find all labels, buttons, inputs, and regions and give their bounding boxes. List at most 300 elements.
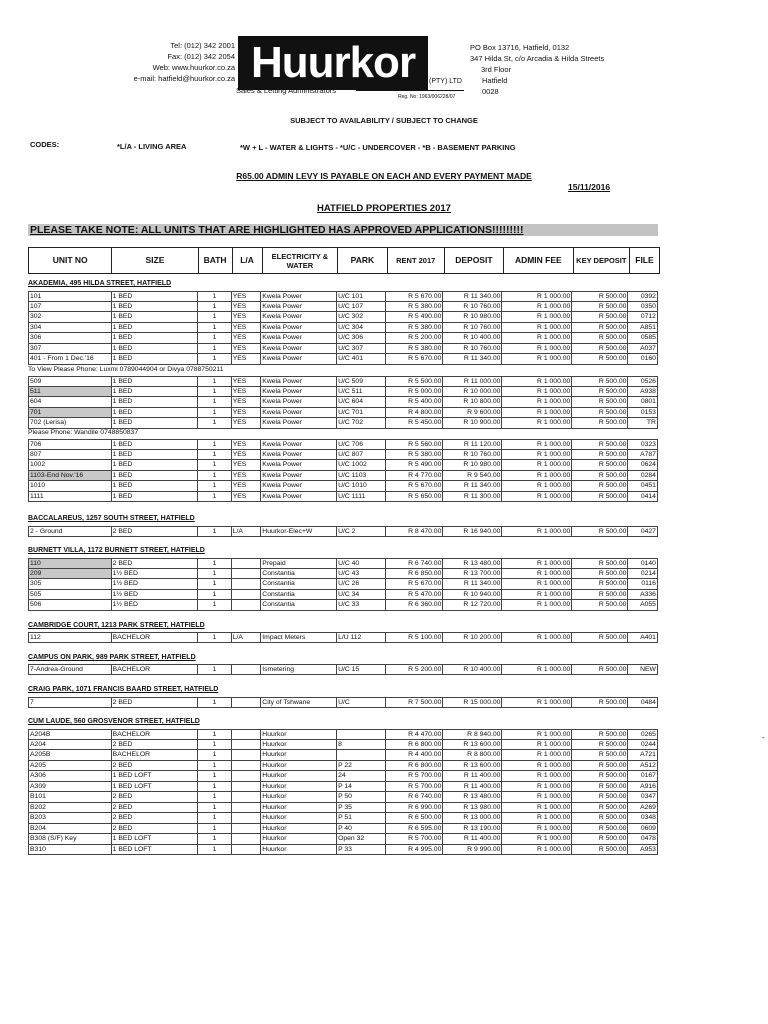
- cell-rent: R 5 400.00: [386, 397, 443, 408]
- cell-rent: R 6 500.00: [386, 813, 443, 824]
- cell-rent: R 6 990.00: [386, 803, 443, 814]
- cell-admin-fee: R 1 000.00: [502, 771, 572, 782]
- cell-rent: R 5 670.00: [386, 291, 443, 302]
- section-cambridge-court: CAMBRIDGE COURT, 1213 PARK STREET, HATFIELD: [28, 622, 205, 629]
- cell-key-deposit: R 500.00: [572, 291, 628, 302]
- cell-admin-fee: R 1 000.00: [502, 750, 572, 761]
- cell-bath: 1: [198, 729, 231, 740]
- cell-electricity-water: Huurkor: [261, 761, 337, 772]
- cell-unit-no: 107: [28, 302, 112, 313]
- cell-bath: 1: [198, 302, 231, 313]
- cell-unit-no: 1103-End Nov.'16: [28, 471, 112, 482]
- cell-size: 2 BED: [112, 824, 199, 835]
- cell-living-area: [232, 813, 262, 824]
- cell-deposit: R 10 980.00: [443, 460, 502, 471]
- cell-deposit: R 10 800.00: [443, 397, 502, 408]
- cell-key-deposit: R 500.00: [572, 471, 628, 482]
- cell-rent: R 5 200.00: [386, 664, 443, 675]
- table-row: [28, 312, 658, 323]
- table-row: [28, 439, 658, 450]
- table-row: [28, 376, 658, 387]
- cell-key-deposit: R 500.00: [572, 813, 628, 824]
- cell-park: U/C 26: [337, 579, 386, 590]
- cell-bath: 1: [198, 845, 231, 856]
- cell-electricity-water: Huurkor: [261, 792, 337, 803]
- cell-admin-fee: R 1 000.00: [502, 590, 572, 601]
- table-row: [28, 740, 658, 751]
- notice-prefix: PLEASE TAKE NOTE:: [30, 224, 141, 236]
- cell-living-area: YES: [232, 439, 262, 450]
- cell-living-area: YES: [232, 408, 262, 419]
- cell-size: 1 BED: [112, 376, 199, 387]
- cell-file: A401: [628, 632, 658, 643]
- cell-park: U/C 306: [337, 333, 386, 344]
- table-row: [28, 344, 658, 355]
- cell-size: 1 BED: [112, 312, 199, 323]
- cell-unit-no: 505: [28, 590, 112, 601]
- col-file: FILE: [635, 255, 654, 265]
- table-row: [28, 526, 658, 537]
- cell-living-area: YES: [232, 418, 262, 429]
- cell-admin-fee: R 1 000.00: [502, 460, 572, 471]
- cell-key-deposit: R 500.00: [572, 450, 628, 461]
- cell-unit-no: 1111: [28, 492, 112, 503]
- cell-unit-no: B101: [28, 792, 112, 803]
- cell-bath: 1: [198, 481, 231, 492]
- cell-electricity-water: Kwela Power: [261, 354, 337, 365]
- contact-details: [70, 40, 235, 84]
- cell-unit-no: 511: [28, 387, 112, 398]
- cell-unit-no: A205: [28, 761, 112, 772]
- cell-bath: 1: [198, 750, 231, 761]
- cell-bath: 1: [198, 664, 231, 675]
- table-row: [28, 792, 658, 803]
- cell-size: 1½ BED: [112, 579, 199, 590]
- cell-living-area: [232, 824, 262, 835]
- cell-deposit: R 13 000.00: [443, 813, 502, 824]
- cell-park: 24: [337, 771, 386, 782]
- cell-rent: R 5 380.00: [386, 450, 443, 461]
- cell-bath: 1: [198, 834, 231, 845]
- cell-size: 1 BED: [112, 408, 199, 419]
- cell-deposit: R 10 760.00: [443, 323, 502, 334]
- document-date: 15/11/2016: [568, 182, 611, 192]
- cell-rent: R 5 380.00: [386, 323, 443, 334]
- table-row: [28, 418, 658, 429]
- cell-bath: 1: [198, 782, 231, 793]
- table-row: [28, 729, 658, 740]
- cell-rent: R 5 670.00: [386, 481, 443, 492]
- cell-deposit: R 13 480.00: [443, 558, 502, 569]
- cell-size: 1 BED: [112, 471, 199, 482]
- cell-electricity-water: Huurkor-Elec+W: [261, 526, 337, 537]
- cell-park: U/C 40: [337, 558, 386, 569]
- table-row: [28, 813, 658, 824]
- cell-living-area: YES: [232, 387, 262, 398]
- col-deposit: DEPOSIT: [445, 248, 504, 273]
- cell-electricity-water: Huurkor: [261, 803, 337, 814]
- cell-size: BACHELOR: [112, 729, 199, 740]
- cell-unit-no: A204: [28, 740, 112, 751]
- cell-unit-no: 506: [28, 600, 112, 611]
- cell-size: 1½ BED: [112, 569, 199, 580]
- cell-admin-fee: R 1 000.00: [502, 834, 572, 845]
- cell-living-area: [232, 792, 262, 803]
- cell-living-area: YES: [232, 397, 262, 408]
- table-row: [28, 291, 658, 302]
- cell-park: U/C 302: [337, 312, 386, 323]
- cell-file: 0392: [628, 291, 658, 302]
- cell-admin-fee: R 1 000.00: [502, 792, 572, 803]
- contact-tel: Tel: (012) 342 2001: [170, 41, 235, 50]
- cell-living-area: YES: [232, 302, 262, 313]
- cell-bath: 1: [198, 590, 231, 601]
- cell-bath: 1: [198, 813, 231, 824]
- cell-park: U/C 101: [337, 291, 386, 302]
- cell-deposit: R 10 000.00: [443, 387, 502, 398]
- cell-size: 1 BED: [112, 492, 199, 503]
- cell-unit-no: B203: [28, 813, 112, 824]
- table-row: [28, 558, 658, 569]
- cell-living-area: [232, 761, 262, 772]
- cell-size: 1 BED: [112, 481, 199, 492]
- cell-file: 0414: [628, 492, 658, 503]
- cell-living-area: YES: [232, 354, 262, 365]
- cell-living-area: [232, 600, 262, 611]
- code-living-area: *L/A - LIVING AREA: [117, 142, 187, 151]
- cell-file: A916: [628, 782, 658, 793]
- cell-deposit: R 10 940.00: [443, 590, 502, 601]
- col-electricity-water: ELECTRICITY & WATER: [263, 248, 339, 273]
- cell-admin-fee: R 1 000.00: [502, 813, 572, 824]
- cell-unit-no: 509: [28, 376, 112, 387]
- cell-deposit: R 11 120.00: [443, 439, 502, 450]
- cell-park: P 22: [337, 761, 386, 772]
- cell-bath: 1: [198, 761, 231, 772]
- cell-electricity-water: Kwela Power: [261, 312, 337, 323]
- cell-rent: R 5 000.00: [386, 387, 443, 398]
- cell-living-area: [232, 740, 262, 751]
- cell-deposit: R 11 400.00: [443, 782, 502, 793]
- cell-admin-fee: R 1 000.00: [502, 344, 572, 355]
- cell-deposit: R 13 600.00: [443, 740, 502, 751]
- cell-bath: 1: [198, 792, 231, 803]
- cell-unit-no: 7-Andrea-Ground: [28, 664, 112, 675]
- cell-electricity-water: Constantia: [261, 600, 337, 611]
- cell-bath: 1: [198, 450, 231, 461]
- cell-park: U/C 34: [337, 590, 386, 601]
- cell-key-deposit: R 500.00: [572, 632, 628, 643]
- table-row: [28, 333, 658, 344]
- cell-admin-fee: R 1 000.00: [502, 632, 572, 643]
- cell-electricity-water: Kwela Power: [261, 450, 337, 461]
- cell-admin-fee: R 1 000.00: [502, 729, 572, 740]
- cell-deposit: R 11 340.00: [443, 354, 502, 365]
- contact-web: Web: www.huurkor.co.za: [152, 63, 235, 72]
- cell-bath: 1: [198, 600, 231, 611]
- cell-size: 1 BED: [112, 302, 199, 313]
- table-row: [28, 761, 658, 772]
- cell-admin-fee: R 1 000.00: [502, 312, 572, 323]
- cell-key-deposit: R 500.00: [572, 460, 628, 471]
- cell-size: BACHELOR: [112, 632, 199, 643]
- cell-deposit: R 11 300.00: [443, 492, 502, 503]
- cell-deposit: R 11 340.00: [443, 481, 502, 492]
- cell-rent: R 6 800.00: [386, 761, 443, 772]
- cell-deposit: R 13 480.00: [443, 792, 502, 803]
- cell-rent: R 6 595.00: [386, 824, 443, 835]
- viewing-contact-note: To View Please Phone: Luxmi 0789044904 or Divya 0788750211: [28, 366, 224, 373]
- cell-unit-no: 1010: [28, 481, 112, 492]
- cell-file: 0323: [628, 439, 658, 450]
- cell-bath: 1: [198, 439, 231, 450]
- cell-park: Open 32: [337, 834, 386, 845]
- cell-file: 0244: [628, 740, 658, 751]
- table-row: [28, 664, 658, 675]
- cell-living-area: [232, 590, 262, 601]
- cell-rent: R 5 380.00: [386, 302, 443, 313]
- cell-rent: R 5 380.00: [386, 344, 443, 355]
- cell-file: 0347: [628, 792, 658, 803]
- cell-file: 0167: [628, 771, 658, 782]
- cell-living-area: [232, 834, 262, 845]
- cell-electricity-water: Kwela Power: [261, 481, 337, 492]
- highlight-notice: [28, 224, 658, 236]
- table-row: [28, 632, 658, 643]
- cell-file: A055: [628, 600, 658, 611]
- cell-key-deposit: R 500.00: [572, 782, 628, 793]
- cell-deposit: R 10 760.00: [443, 344, 502, 355]
- cell-park: L/U 112: [337, 632, 386, 643]
- admin-levy-notice: R65.00 ADMIN LEVY IS PAYABLE ON EACH AND EVERY PAYMENT MADE: [236, 171, 532, 181]
- cell-file: 0140: [628, 558, 658, 569]
- cell-size: 1 BED: [112, 387, 199, 398]
- cell-living-area: [232, 771, 262, 782]
- cell-living-area: YES: [232, 344, 262, 355]
- registration-number: Reg. No: 1963/006228/07: [398, 94, 456, 100]
- cell-park: U/C 43: [337, 569, 386, 580]
- cell-admin-fee: R 1 000.00: [502, 697, 572, 708]
- section-baccalareus: BACCALAREUS, 1257 SOUTH STREET, HATFIELD: [28, 515, 195, 522]
- cell-unit-no: A309: [28, 782, 112, 793]
- col-unit-no: UNIT NO: [29, 248, 112, 273]
- col-rent: RENT 2017: [388, 248, 445, 273]
- cell-key-deposit: R 500.00: [572, 579, 628, 590]
- table-row: [28, 569, 658, 580]
- cell-admin-fee: R 1 000.00: [502, 803, 572, 814]
- cell-unit-no: 1002: [28, 460, 112, 471]
- cell-park: P 35: [337, 803, 386, 814]
- col-key-deposit: KEY DEPOSIT: [574, 248, 630, 273]
- cell-rent: R 6 800.00: [386, 740, 443, 751]
- cell-living-area: L/A: [232, 526, 262, 537]
- cell-size: 1 BED: [112, 460, 199, 471]
- address-line: Hatfield: [482, 76, 508, 85]
- cell-size: 1 BED: [112, 354, 199, 365]
- cell-electricity-water: Huurkor: [261, 771, 337, 782]
- contact-email: e-mail: hatfield@huurkor.co.za: [133, 74, 235, 83]
- table-row: [28, 803, 658, 814]
- cell-rent: R 4 470.00: [386, 729, 443, 740]
- cell-rent: R 5 490.00: [386, 312, 443, 323]
- cell-park: U/C 401: [337, 354, 386, 365]
- table-row: [28, 323, 658, 334]
- cell-unit-no: 302: [28, 312, 112, 323]
- cell-file: 0348: [628, 813, 658, 824]
- table-row: [28, 354, 658, 365]
- cell-file: 0451: [628, 481, 658, 492]
- cell-rent: R 7 500.00: [386, 697, 443, 708]
- cell-deposit: R 10 760.00: [443, 302, 502, 313]
- cell-living-area: [232, 803, 262, 814]
- col-park: PARK: [338, 248, 387, 273]
- cell-living-area: [232, 664, 262, 675]
- cell-electricity-water: Kwela Power: [261, 471, 337, 482]
- contact-fax: Fax: (012) 342 2054: [167, 52, 235, 61]
- cell-electricity-water: Huurkor: [261, 845, 337, 856]
- cell-living-area: [232, 845, 262, 856]
- cell-unit-no: 706: [28, 439, 112, 450]
- cell-file: A512: [628, 761, 658, 772]
- cell-bath: 1: [198, 471, 231, 482]
- section-cum-laude: CUM LAUDE, 560 GROSVENOR STREET, HATFIELD: [28, 718, 200, 725]
- cell-living-area: YES: [232, 481, 262, 492]
- table-row: [28, 834, 658, 845]
- cell-unit-no: B310: [28, 845, 112, 856]
- cell-unit-no: 101: [28, 291, 112, 302]
- cell-unit-no: 7: [28, 697, 112, 708]
- section-craig-park: CRAIG PARK, 1071 FRANCIS BAARD STREET, HATFIELD: [28, 686, 219, 693]
- cell-key-deposit: R 500.00: [572, 397, 628, 408]
- cell-admin-fee: R 1 000.00: [502, 740, 572, 751]
- cell-file: 0526: [628, 376, 658, 387]
- cell-file: A938: [628, 387, 658, 398]
- cell-rent: R 5 700.00: [386, 771, 443, 782]
- cell-park: U/C 807: [337, 450, 386, 461]
- codes-label: CODES:: [30, 140, 60, 149]
- cell-electricity-water: Ismetering: [261, 664, 337, 675]
- cell-living-area: YES: [232, 291, 262, 302]
- cell-living-area: [232, 579, 262, 590]
- table-row: [28, 782, 658, 793]
- cell-electricity-water: Kwela Power: [261, 323, 337, 334]
- table-row: [28, 845, 658, 856]
- section-burnett-villa: BURNETT VILLA, 1172 BURNETT STREET, HATFIELD: [28, 547, 205, 554]
- cell-deposit: R 9 540.00: [443, 471, 502, 482]
- table-row: [28, 387, 658, 398]
- cell-key-deposit: R 500.00: [572, 750, 628, 761]
- cell-rent: R 6 360.00: [386, 600, 443, 611]
- cell-park: U/C 1002: [337, 460, 386, 471]
- cell-rent: R 5 670.00: [386, 579, 443, 590]
- cell-rent: R 5 650.00: [386, 492, 443, 503]
- cell-rent: R 4 800.00: [386, 408, 443, 419]
- cell-admin-fee: R 1 000.00: [502, 481, 572, 492]
- table-row: [28, 600, 658, 611]
- cell-key-deposit: R 500.00: [572, 803, 628, 814]
- cell-size: 1 BED: [112, 323, 199, 334]
- cell-electricity-water: Kwela Power: [261, 387, 337, 398]
- table-row: [28, 824, 658, 835]
- cell-size: 2 BED: [112, 761, 199, 772]
- cell-size: 2 BED: [112, 792, 199, 803]
- cell-park: U/C 33: [337, 600, 386, 611]
- address-line: PO Box 13716, Hatfield, 0132: [470, 43, 570, 52]
- col-living-area: L/A: [233, 248, 263, 273]
- address-line: 0028: [482, 87, 499, 96]
- cell-park: [337, 729, 386, 740]
- cell-park: U/C 509: [337, 376, 386, 387]
- cell-deposit: R 15 000.00: [443, 697, 502, 708]
- cell-size: 1 BED LOFT: [112, 834, 199, 845]
- cell-deposit: R 11 340.00: [443, 291, 502, 302]
- cell-deposit: R 10 900.00: [443, 418, 502, 429]
- cell-living-area: YES: [232, 450, 262, 461]
- cell-park: U/C 511: [337, 387, 386, 398]
- cell-unit-no: 306: [28, 333, 112, 344]
- tagline-rule: [356, 90, 464, 91]
- cell-admin-fee: R 1 000.00: [502, 845, 572, 856]
- cell-unit-no: A204B: [28, 729, 112, 740]
- cell-bath: 1: [198, 387, 231, 398]
- cell-file: A721: [628, 750, 658, 761]
- cell-unit-no: B202: [28, 803, 112, 814]
- cell-deposit: R 8 800.00: [443, 750, 502, 761]
- cell-bath: 1: [198, 333, 231, 344]
- cell-file: 0427: [628, 526, 658, 537]
- cell-key-deposit: R 500.00: [572, 408, 628, 419]
- cell-park: 8: [337, 740, 386, 751]
- table-row: [28, 697, 658, 708]
- cell-rent: R 6 850.00: [386, 569, 443, 580]
- col-size: SIZE: [112, 248, 198, 273]
- cell-key-deposit: R 500.00: [572, 558, 628, 569]
- cell-park: U/C 702: [337, 418, 386, 429]
- cell-bath: 1: [198, 354, 231, 365]
- cell-admin-fee: R 1 000.00: [502, 761, 572, 772]
- cell-electricity-water: Kwela Power: [261, 460, 337, 471]
- cell-unit-no: B204: [28, 824, 112, 835]
- cell-key-deposit: R 500.00: [572, 312, 628, 323]
- cell-admin-fee: R 1 000.00: [502, 600, 572, 611]
- cell-bath: 1: [198, 291, 231, 302]
- cell-key-deposit: R 500.00: [572, 376, 628, 387]
- cell-key-deposit: R 500.00: [572, 418, 628, 429]
- cell-living-area: YES: [232, 323, 262, 334]
- cell-unit-no: B308 (S/F) Key: [28, 834, 112, 845]
- cell-bath: 1: [198, 312, 231, 323]
- cell-unit-no: A306: [28, 771, 112, 782]
- cell-file: 0624: [628, 460, 658, 471]
- cell-key-deposit: R 500.00: [572, 761, 628, 772]
- cell-rent: R 4 400.00: [386, 750, 443, 761]
- cell-park: P 40: [337, 824, 386, 835]
- cell-electricity-water: Kwela Power: [261, 291, 337, 302]
- cell-bath: 1: [198, 697, 231, 708]
- cell-electricity-water: Constantia: [261, 590, 337, 601]
- cell-admin-fee: R 1 000.00: [502, 354, 572, 365]
- cell-unit-no: A205B: [28, 750, 112, 761]
- cell-electricity-water: Huurkor: [261, 729, 337, 740]
- cell-file: 0116: [628, 579, 658, 590]
- cell-admin-fee: R 1 000.00: [502, 664, 572, 675]
- cell-file: 0214: [628, 569, 658, 580]
- cell-size: 1½ BED: [112, 590, 199, 601]
- cell-electricity-water: Constantia: [261, 569, 337, 580]
- cell-living-area: YES: [232, 460, 262, 471]
- cell-key-deposit: R 500.00: [572, 824, 628, 835]
- table-row: [28, 771, 658, 782]
